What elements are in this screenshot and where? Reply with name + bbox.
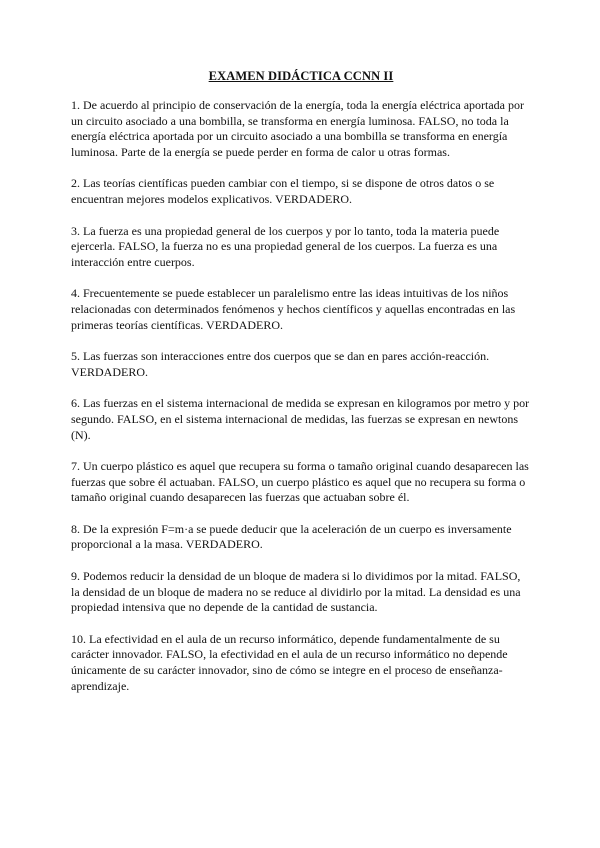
document-title: EXAMEN DIDÁCTICA CCNN II (208, 69, 394, 83)
question-item: 6. Las fuerzas en el sistema internacional de medida se expresan en kilogramos por metro y por segundo. FALSO, en el sistema internacional de medidas, las fuerzas se expresan en newtons (N). (71, 396, 530, 442)
question-item: 1. De acuerdo al principio de conservación de la energía, toda la energía eléctrica aportada por un circuito asociado a una bombilla, se transforma en energía luminosa. FALSO, no toda la energía eléctrica aportada por un circuito asociado a una bombilla se transforma en energía luminosa. Parte de la energía se puede perder en forma de calor u otras formas. (71, 98, 525, 159)
question-item: 5. Las fuerzas son interacciones entre dos cuerpos que se dan en pares acción-reacción. VERDADERO. (71, 349, 490, 379)
question-item: 2. Las teorías científicas pueden cambiar con el tiempo, si se dispone de otros datos o se encuentran mejores modelos explicativos. VERDADERO. (71, 176, 495, 206)
question-item: 9. Podemos reducir la densidad de un bloque de madera si lo dividimos por la mitad. FALSO, la densidad de un bloque de madera no se reduce al dividirlo por la mitad. La densidad es una propiedad intensiva que no depende de la cantidad de sustancia. (71, 569, 521, 615)
question-item: 7. Un cuerpo plástico es aquel que recupera su forma o tamaño original cuando desaparecen las fuerzas que sobre él actuaban. FALSO, un cuerpo plástico es aquel que no recupera su forma o tamaño original cuando desaparecen las fuerzas que actuaban sobre él. (71, 459, 529, 505)
question-item: 10. La efectividad en el aula de un recurso informático, depende fundamentalmente de su carácter innovador. FALSO, la efectividad en el aula de un recurso informático no depende únicamente de su carácter innovador, sino de cómo se integre en el proceso de enseñanza-aprendizaje. (71, 631, 508, 693)
question-item: 3. La fuerza es una propiedad general de los cuerpos y por lo tanto, toda la materia puede ejercerla. FALSO, la fuerza no es una propiedad general de los cuerpos. La fuerza es una interacción entre cuerpos. (71, 223, 500, 269)
question-item: 4. Frecuentemente se puede establecer un paralelismo entre las ideas intuitivas de los niños relacionadas con determinados fenómenos y hechos científicos y aquellas encontradas en las primeras teorías científicas. VERDADERO. (71, 286, 516, 332)
document-page (71, 68, 531, 710)
question-item: 8. De la expresión F=m·a se puede deducir que la aceleración de un cuerpo es inversamente proporcional a la masa. VERDADERO. (71, 521, 512, 552)
